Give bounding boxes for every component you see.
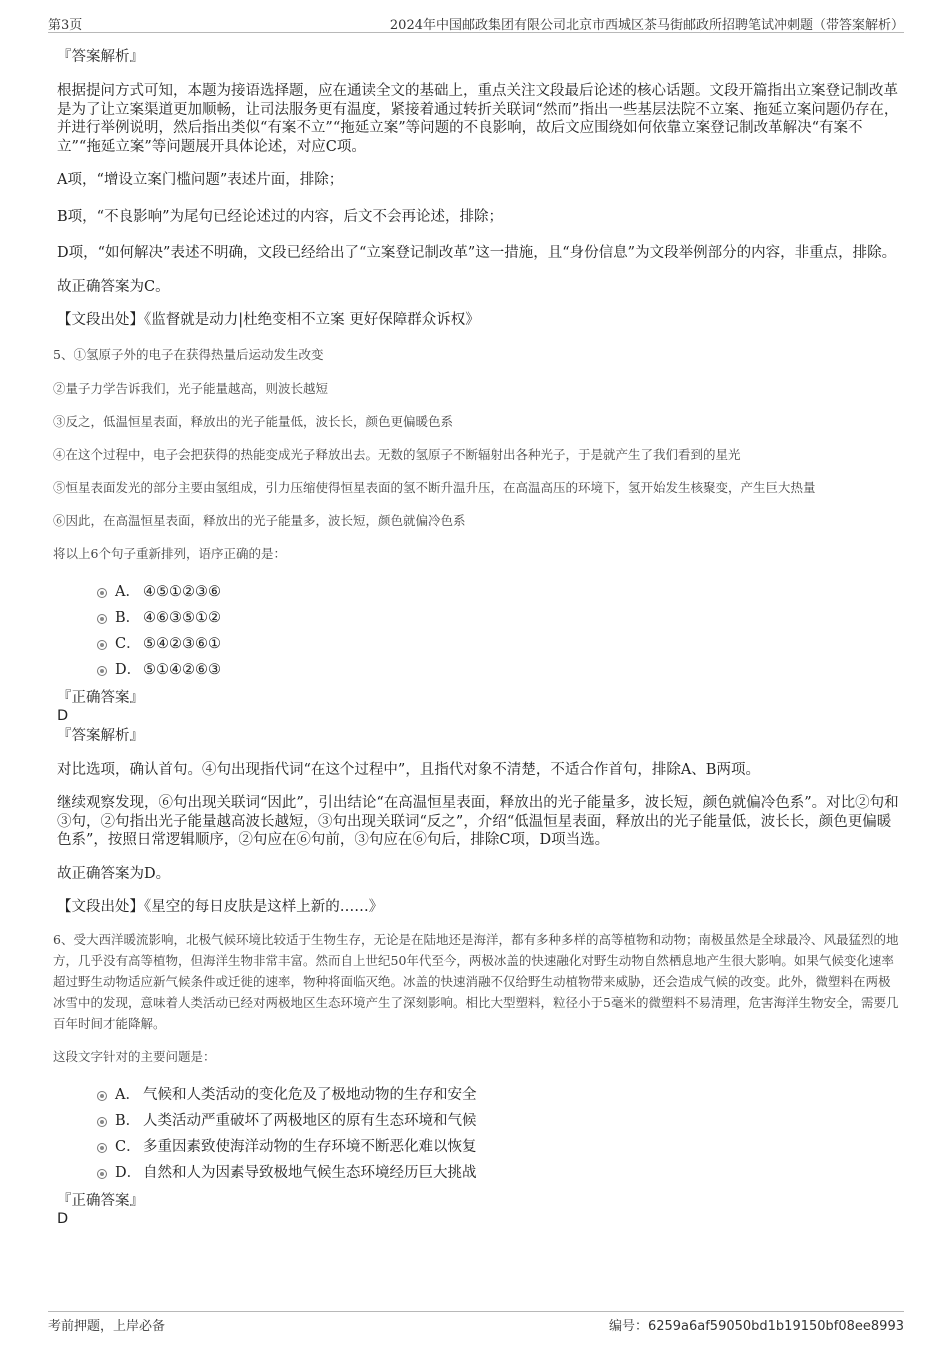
option-letter: D． [115, 661, 142, 678]
q4-analysis-para: 根据提问方式可知，本题为接语选择题，应在通读全文的基础上，重点关注文段最后论述的核心话题。文段开篇指出立案登记制改革是为了让立案渠道更加顺畅，让司法服务更有温度，紧接着通过转折关联词“然而”指出一些基层法院不立案、拖延立案问题仍存在，并进行举例说明，然后指出类似“有案不立”“拖延立案”等问题的不良影响，故后文应围绕如何依靠立案登记制改革解决“有案不立”“拖延立案”等问题展开具体论述，对应C项。 [57, 83, 899, 155]
q5-line: ③反之，低温恒星表面，释放出的光子能量低，波长长，颜色更偏暖色系 [53, 413, 454, 429]
option-text: ④⑤①②③⑥ [143, 583, 221, 600]
option-letter: D． [115, 1164, 142, 1181]
document-body [53, 44, 899, 1228]
q6-option-c[interactable] [57, 1134, 899, 1160]
q6-stem: 6、受大西洋暖流影响，北极气候环境比较适于生物生存，无论是在陆地还是海洋，都有多种多样的高等植物和动物；南极虽然是全球最冷、风最猛烈的地方，几乎没有高等植物，但海洋生物非常丰富。然而自上世纪50年代至今，两极冰盖的快速融化对野生动物自然栖息地产生很大影响。如果气候变化速率超过野生动物适应新气候条件或迁徙的速率，物种将面临灭绝。冰盖的快速消融不仅给野生动植物带来威胁，还会造成气候的改变。此外，微塑料在两极冰雪中的发现，意味着人类活动已经对两极地区生态环境产生了深刻影响。相比大型塑料，粒径小于5毫米的微塑料不易清理，危害海洋生物安全，需要几百年时间才能降解。 [53, 931, 899, 1031]
radio-icon[interactable] [97, 1091, 107, 1101]
q5-analysis-label: 『答案解析』 [57, 727, 144, 744]
option-text: ④⑥③⑤①② [143, 609, 221, 626]
q6-options [57, 1082, 899, 1186]
q4-source: 【文段出处】《监督就是动力|杜绝变相不立案 更好保障群众诉权》 [57, 312, 480, 328]
q5-analysis-para: 对比选项，确认首句。④句出现指代词“在这个过程中”，且指代对象不清楚，不适合作首句，排除A、B两项。 [57, 761, 760, 778]
q5-option-b[interactable] [57, 605, 899, 631]
option-letter: A． [115, 583, 140, 600]
option-letter: B． [115, 609, 141, 626]
q6-option-d[interactable] [57, 1160, 899, 1186]
q6-option-b[interactable] [57, 1108, 899, 1134]
q5-options [57, 579, 899, 683]
q4-analysis-para: B项，“不良影响”为尾句已经论述过的内容，后文不会再论述，排除； [57, 208, 503, 225]
q5-option-d[interactable] [57, 657, 899, 683]
footer-serial: 编号：6259a6af59050bd1b19150bf08ee8993 [608, 1319, 904, 1334]
radio-icon[interactable] [97, 614, 107, 624]
question-5 [53, 344, 899, 917]
q6-question: 这段文字针对的主要问题是： [53, 1048, 216, 1064]
q5-option-c[interactable] [57, 631, 899, 657]
q5-line: ②量子力学告诉我们，光子能量越高，则波长越短 [53, 380, 329, 396]
q4-analysis-para: A项，“增设立案门槛问题”表述片面，排除； [57, 172, 344, 188]
q5-line: ④在这个过程中，电子会把获得的热能变成光子释放出去。无数的氢原子不断辐射出各种光子，于是就产生了我们看到的星光 [53, 446, 741, 462]
radio-icon[interactable] [97, 1169, 107, 1179]
q4-conclusion: 故正确答案为C。 [57, 278, 170, 295]
q6-correct-label: 『正确答案』 [57, 1192, 144, 1209]
option-text: ⑤①④②⑥③ [143, 661, 221, 678]
option-text: 多重因素致使海洋动物的生存环境不断恶化难以恢复 [143, 1138, 477, 1155]
radio-icon[interactable] [97, 640, 107, 650]
q4-analysis-para: D项，“如何解决”表述不明确，文段已经给出了“立案登记制改革”这一措施，且“身份信息”为文段举例部分的内容，非重点，排除。 [57, 245, 897, 261]
q5-conclusion: 故正确答案为D。 [57, 865, 171, 882]
option-letter: A． [115, 1086, 140, 1103]
q5-line: ⑥因此，在高温恒星表面，释放出的光子能量多，波长短，颜色就偏冷色系 [53, 512, 466, 528]
q5-correct-value: D [57, 707, 69, 724]
page-number: 第3页 [48, 18, 83, 33]
radio-icon[interactable] [97, 1143, 107, 1153]
option-text: 气候和人类活动的变化危及了极地动物的生存和安全 [143, 1086, 477, 1103]
q5-line: ⑤恒星表面发光的部分主要由氢组成，引力压缩使得恒星表面的氢不断升温升压，在高温高压的环境下，氢开始发生核聚变，产生巨大热量 [53, 479, 816, 495]
q6-option-a[interactable] [57, 1082, 899, 1108]
option-text: 自然和人为因素导致极地气候生态环境经历巨大挑战 [143, 1164, 477, 1181]
footer-slogan: 考前押题，上岸必备 [48, 1319, 166, 1334]
option-letter: C． [115, 1138, 141, 1155]
page-header [48, 12, 904, 33]
page-footer [48, 1311, 904, 1332]
q5-line: 5、①氢原子外的电子在获得热量后运动发生改变 [53, 346, 324, 362]
q5-correct-label: 『正确答案』 [57, 689, 144, 706]
document-title: 2024年中国邮政集团有限公司北京市西城区茶马街邮政所招聘笔试冲刺题（带答案解析） [389, 18, 904, 33]
q4-analysis-label: 『答案解析』 [57, 49, 144, 65]
radio-icon[interactable] [97, 588, 107, 598]
radio-icon[interactable] [97, 666, 107, 676]
option-letter: B． [115, 1112, 141, 1129]
question-6 [53, 929, 899, 1228]
radio-icon[interactable] [97, 1117, 107, 1127]
option-letter: C． [115, 635, 141, 652]
option-text: ⑤④②③⑥① [143, 635, 221, 652]
q5-source: 【文段出处】《星空的每日皮肤是这样上新的……》 [57, 899, 384, 915]
q5-analysis-para: 继续观察发现，⑥句出现关联词“因此”，引出结论“在高温恒星表面，释放出的光子能量多，波长短，颜色就偏冷色系”。对比②句和③句，②句指出光子能量越高波长越短，③句出现关联词“反之”，介绍“低温恒星表面，释放出的光子能量低，波长长，颜色更偏暖色系”，按照日常逻辑顺序，②句应在⑥句前，③句应在⑥句后，排除C项，D项当选。 [57, 795, 899, 848]
q6-correct-value: D [57, 1210, 69, 1227]
option-text: 人类活动严重破坏了两极地区的原有生态环境和气候 [143, 1112, 477, 1129]
q5-prompt: 将以上6个句子重新排列，语序正确的是： [53, 545, 286, 561]
q5-option-a[interactable] [57, 579, 899, 605]
